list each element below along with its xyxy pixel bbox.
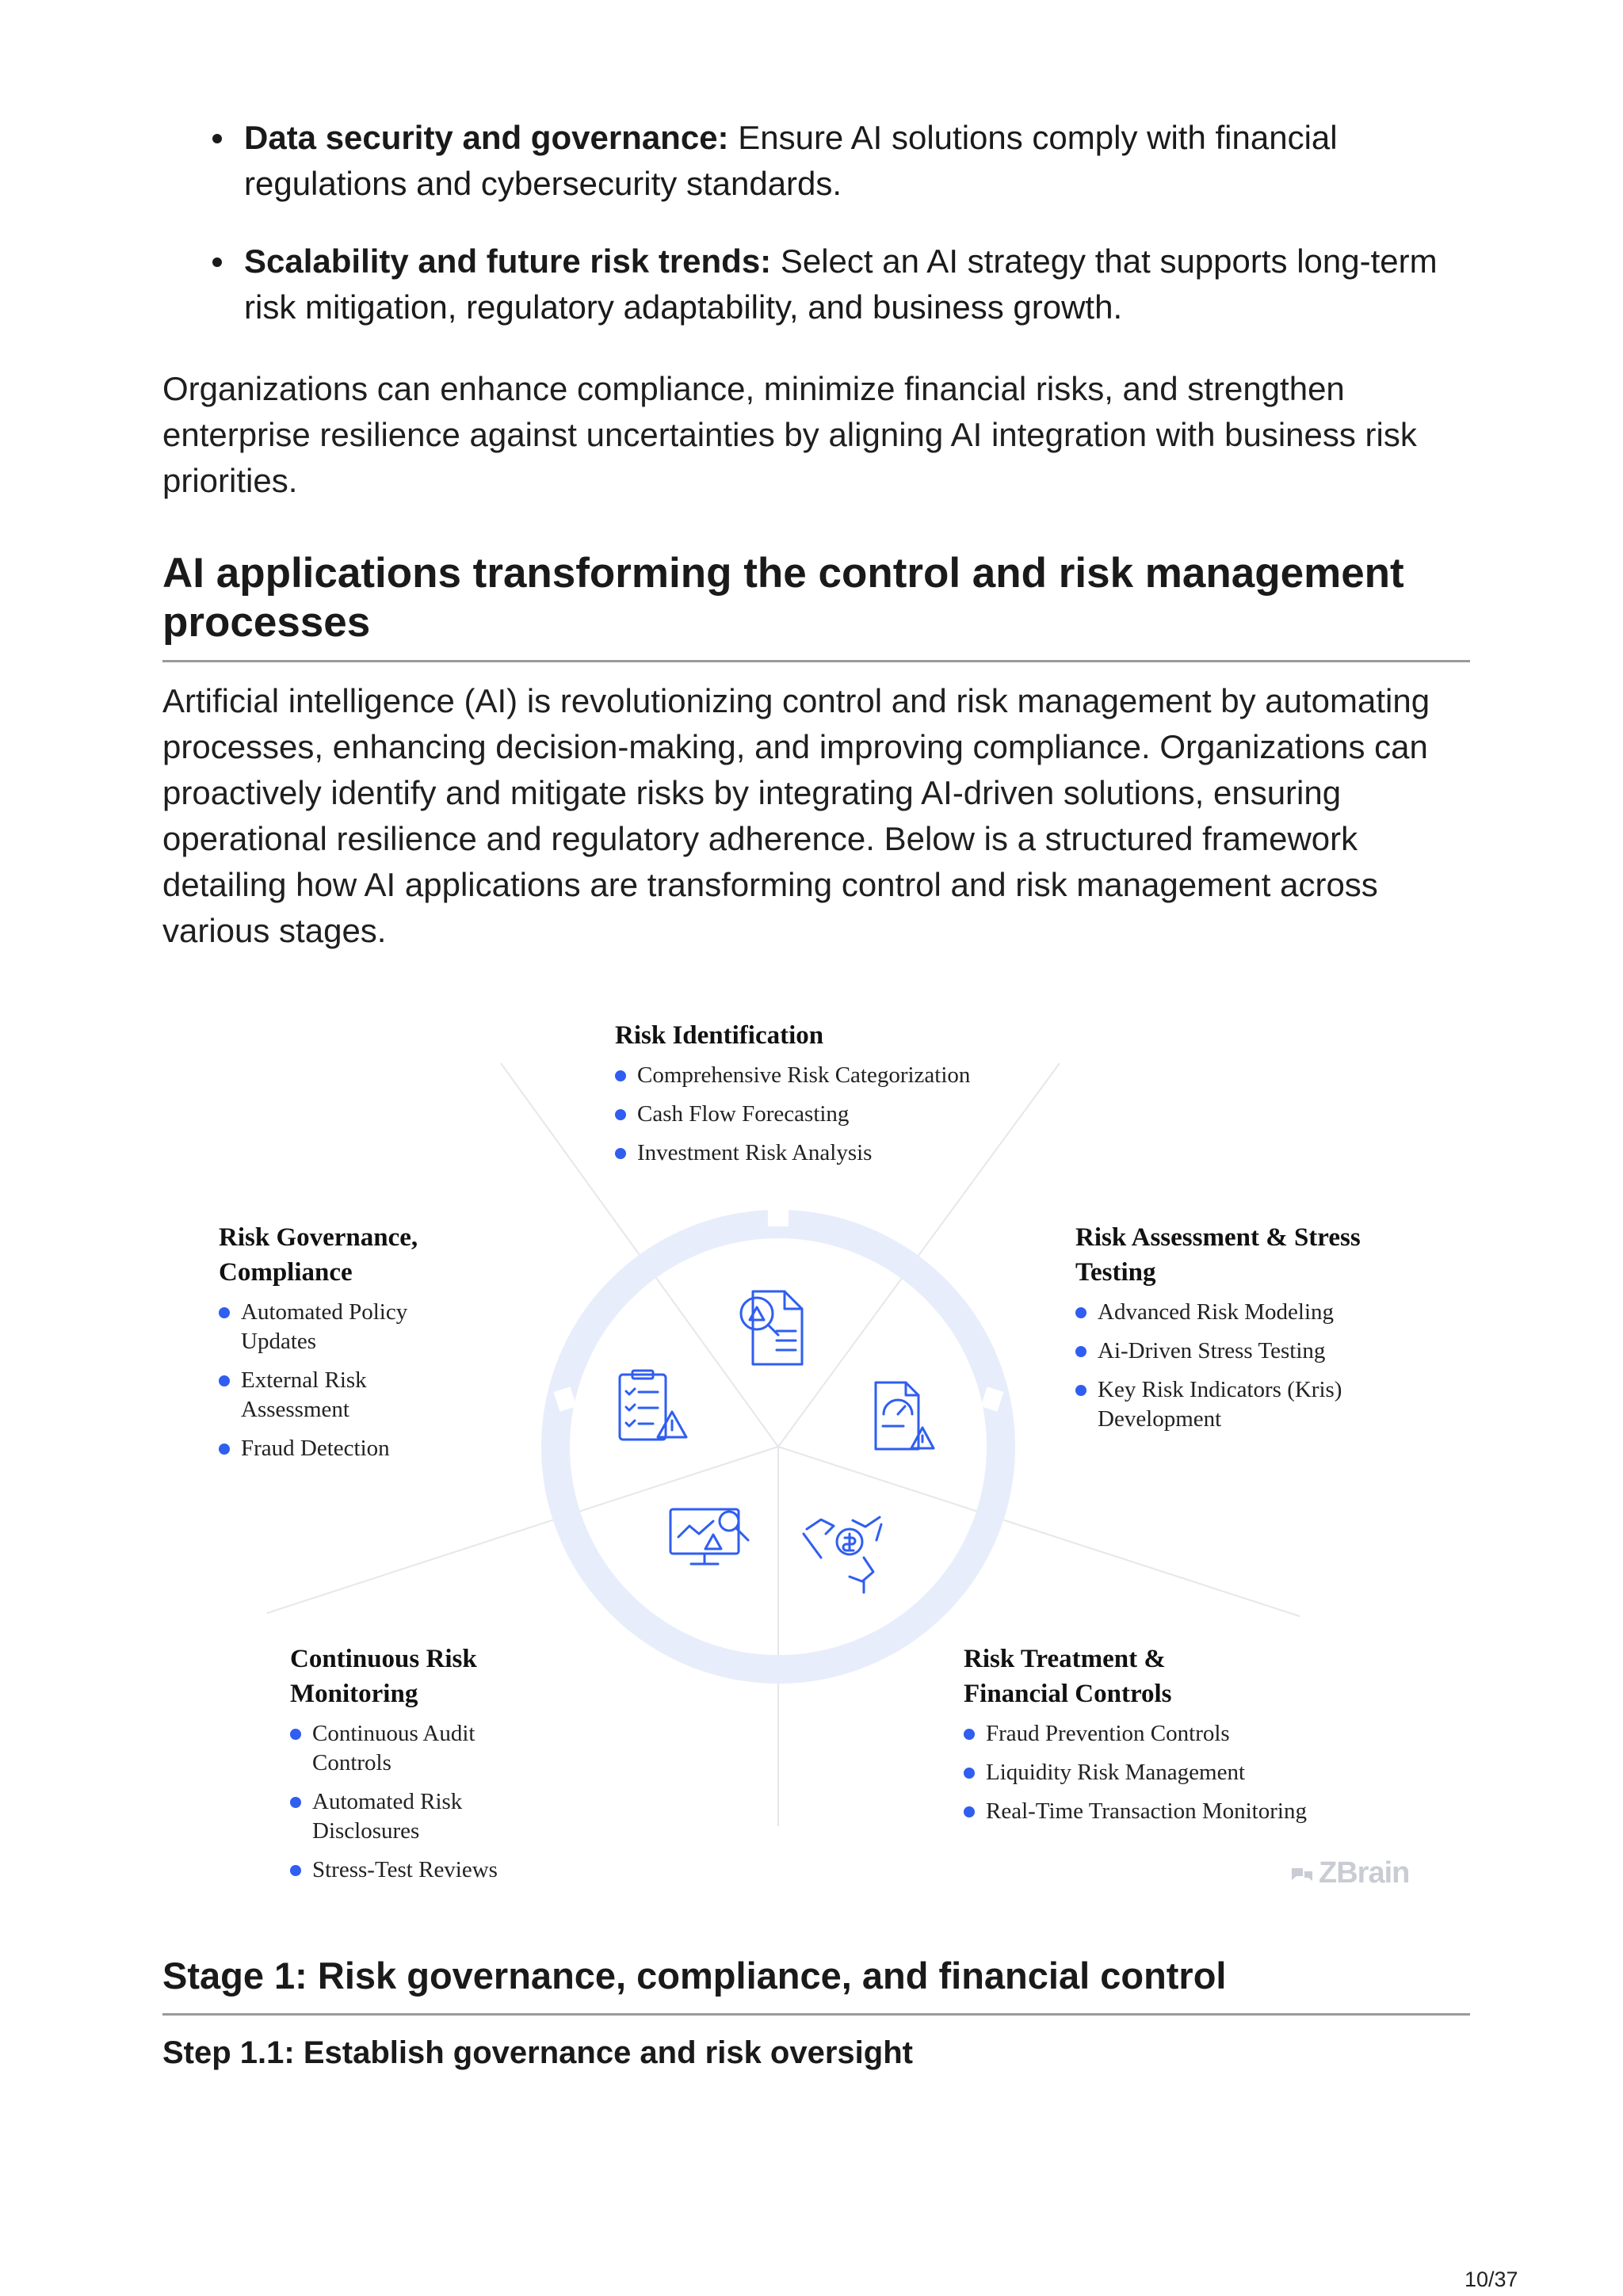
bullet-dot <box>290 1865 301 1876</box>
bullet-dot <box>212 134 222 143</box>
stage-item: External Risk Assessment <box>219 1366 472 1425</box>
framework-diagram <box>0 974 1623 1909</box>
paragraph-alignment: Organizations can enhance compliance, minimize financial risks, and strengthen enterprise resilience against uncertainties by aligning AI integration with business risk priorities. <box>162 370 1417 499</box>
bullet-dot <box>290 1797 301 1808</box>
bullet-dot <box>219 1444 230 1455</box>
bullet-dot <box>964 1806 975 1817</box>
bullet-dot <box>290 1729 301 1740</box>
document-gauge-warning-icon <box>876 1383 934 1449</box>
bullet-text: Select an AI strategy that supports long-term risk mitigation, regulatory adaptability, and business growth. <box>244 242 1438 326</box>
bullet-dot <box>615 1109 626 1120</box>
stage-item: Real-Time Transaction Monitoring <box>964 1797 1209 1826</box>
stage-item: Automated Risk Disclosures <box>290 1787 528 1846</box>
heading-divider <box>162 660 1470 662</box>
zbrain-logo-text: ZBrain <box>1319 1856 1410 1890</box>
document-warning-search-icon <box>741 1291 802 1364</box>
stage-item: Key Risk Indicators (Kris) Development <box>1075 1375 1367 1434</box>
stage-title: Continuous Risk Monitoring <box>290 1645 477 1708</box>
stage-risk-identification <box>615 1018 970 1177</box>
zbrain-logo-icon <box>1290 1865 1314 1884</box>
stage-risk-treatment <box>964 1642 1307 1836</box>
bullet-text: Ensure AI solutions comply with financial regulations and cybersecurity standards. <box>244 119 1338 202</box>
stage-item: Fraud Detection <box>219 1434 472 1463</box>
stage-item-list <box>290 1719 528 1885</box>
bullet-bold-label: Scalability and future risk trends: <box>244 242 772 280</box>
list-item <box>162 115 1462 207</box>
stage-item: Ai-Driven Stress Testing <box>1075 1337 1377 1366</box>
bullet-dot <box>964 1768 975 1779</box>
stage-title: Risk Identification <box>615 1021 824 1050</box>
stage-item: Comprehensive Risk Categorization <box>615 1061 970 1090</box>
stage-item: Continuous Audit Controls <box>290 1719 528 1778</box>
stage-title: Risk Governance, Compliance <box>219 1223 418 1287</box>
bullet-dot <box>1075 1307 1086 1318</box>
bullet-dot <box>1075 1385 1086 1396</box>
stage-risk-governance <box>219 1220 472 1473</box>
bullet-dot <box>1075 1346 1086 1357</box>
stage1-heading: Stage 1: Risk governance, compliance, and financial control <box>162 1955 1227 1997</box>
paragraph-intro: Artificial intelligence (AI) is revolutionizing control and risk management by automating processes, enhancing decision-making, and improving compliance. Organizations can proactively identify and mitigate risks by integrating AI-driven solutions, ensuring operational resilience and regulatory adherence. Below is a structured framework detailing how AI applications are transforming control and risk management across various stages. <box>162 682 1430 949</box>
zbrain-logo <box>1290 1856 1409 1890</box>
stage-item: Liquidity Risk Management <box>964 1758 1209 1787</box>
clipboard-checklist-warning-icon <box>620 1371 686 1440</box>
stage-title: Risk Assessment & Stress Testing <box>1075 1223 1361 1287</box>
stage-item: Cash Flow Forecasting <box>615 1100 970 1129</box>
stage-item: Advanced Risk Modeling <box>1075 1298 1377 1327</box>
list-item <box>162 238 1462 330</box>
bullet-dot <box>212 257 222 267</box>
bullet-bold-label: Data security and governance: <box>244 119 729 156</box>
stage-item: Stress-Test Reviews <box>290 1855 528 1885</box>
bullet-dot <box>964 1729 975 1740</box>
stage-item-list <box>219 1298 472 1463</box>
stage-title: Risk Treatment & Financial Controls <box>964 1645 1172 1708</box>
stage-item: Automated Policy Updates <box>219 1298 472 1356</box>
step-heading: Step 1.1: Establish governance and risk oversight <box>162 2035 913 2070</box>
bullet-dot <box>615 1148 626 1159</box>
bullet-list <box>162 115 1462 362</box>
bullet-dot <box>219 1307 230 1318</box>
stage1-divider <box>162 2013 1470 2016</box>
bullet-dot <box>219 1375 230 1386</box>
hands-money-exchange-icon <box>804 1517 881 1592</box>
stage-item: Investment Risk Analysis <box>615 1138 970 1168</box>
bullet-dot <box>615 1070 626 1081</box>
stage-risk-assessment <box>1075 1220 1377 1444</box>
section-heading: AI applications transforming the control and risk management processes <box>162 550 1404 646</box>
stage-item-list <box>964 1719 1307 1826</box>
page-number: 10/37 <box>1465 2267 1518 2291</box>
monitor-chart-search-icon <box>670 1509 748 1564</box>
stage-item-list <box>1075 1298 1377 1434</box>
stage-continuous-monitoring <box>290 1642 528 1894</box>
stage-item: Fraud Prevention Controls <box>964 1719 1209 1749</box>
stage-item-list <box>615 1061 970 1168</box>
